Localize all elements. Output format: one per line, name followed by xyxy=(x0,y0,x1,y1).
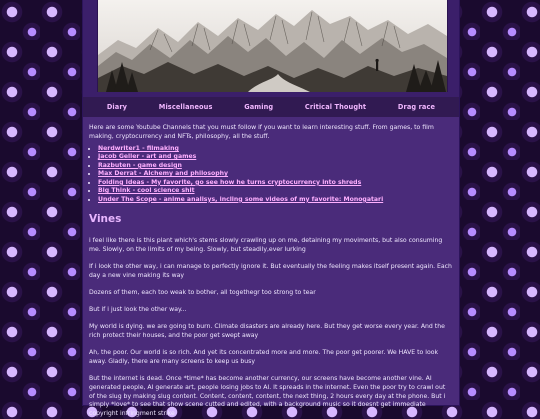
vines-paragraph: i feel like there is this plant which's stems slowly crawling up on me, detaining my moviments, but also consuming me. Slowly, on the limits of my being. Slowly, but steadily,ever lurking xyxy=(89,237,443,254)
main-navigation xyxy=(83,97,459,117)
page-column xyxy=(83,0,459,418)
list-item xyxy=(98,153,453,161)
nav-link-drag-race[interactable]: Drag race xyxy=(397,103,436,111)
list-item xyxy=(98,170,453,178)
vines-paragraph: If i look the other way, i can manage to perfectly ignore it. But eventually the feeling makes itself present again. Each day a new vine making its way xyxy=(89,263,452,280)
list-item xyxy=(98,196,453,204)
list-item xyxy=(98,187,453,195)
vines-paragraph: Dozens of them, each too weak to bother, all togethegr too strong to tear xyxy=(89,289,316,297)
mountain-banner-image xyxy=(97,0,448,92)
channel-link-big-think[interactable]: Big Think - cool science shit xyxy=(98,187,195,195)
channel-link-folding-ideas[interactable]: Folding Ideas - My favorite, go see how he turns cryptocurrency into shreds xyxy=(98,178,362,186)
channel-link-under-the-scope[interactable]: Under The Scope - anime analisys, incling some videos of my favorite: Monogatari xyxy=(98,195,384,203)
channel-link-nerdwriter1[interactable]: Nerdwriter1 - filmaking xyxy=(98,144,179,152)
mountain-landscape-illustration xyxy=(98,0,447,92)
youtube-channel-list xyxy=(89,145,453,204)
vines-paragraph: But the internet is dead. Once *time* has become another currency, our screens have become another vine. AI generated people, AI generate art, people losing jobs to AI. It spreads in the internet. Even the poor try to crawl out of the slug by making slug content. Content, content, content, the next thing, 2 hours every day at the phone. But i simply *love* to see that show scene cutted and edited, with a background music so it doesnt get immediate copyright infringment strike xyxy=(89,374,446,418)
nav-link-gaming[interactable]: Gaming xyxy=(244,103,274,111)
channel-link-jacob-geller[interactable]: Jacob Geller - art and games xyxy=(98,153,197,161)
nav-link-miscellaneous[interactable]: Miscellaneous xyxy=(158,103,213,111)
list-item xyxy=(98,145,453,153)
vines-paragraph: Ah, the poor. Our world is so rich. And yet its concentrated more and more. The poor get poorer. We HAVE to look away. Gladly, there are many screens to keep us busy xyxy=(89,348,439,365)
list-item xyxy=(98,162,453,170)
channel-link-razbuten[interactable]: Razbuten - game design xyxy=(98,161,182,169)
nav-link-diary[interactable]: Diary xyxy=(106,103,128,111)
vines-paragraph: My world is dying. we are going to burn. Climate disasters are already here. But they get worse every year. And the rich protect their houses, and the poor get swept away xyxy=(89,322,445,339)
vines-paragraph: But if i just look the other way... xyxy=(89,306,187,314)
list-item xyxy=(98,179,453,187)
vines-heading: Vines xyxy=(89,213,122,226)
nav-link-critical-thought[interactable]: Critical Thought xyxy=(304,103,367,111)
intro-text: Here are some Youtube Channels that you must follow if you want to learn interesting stuff. From games, to film making, cryptocurrency and NFTs, philosophy, all the stuff. xyxy=(89,124,434,140)
channel-link-max-derrat[interactable]: Max Derrat - Alchemy and philosophy xyxy=(98,170,229,178)
main-content xyxy=(83,117,459,418)
